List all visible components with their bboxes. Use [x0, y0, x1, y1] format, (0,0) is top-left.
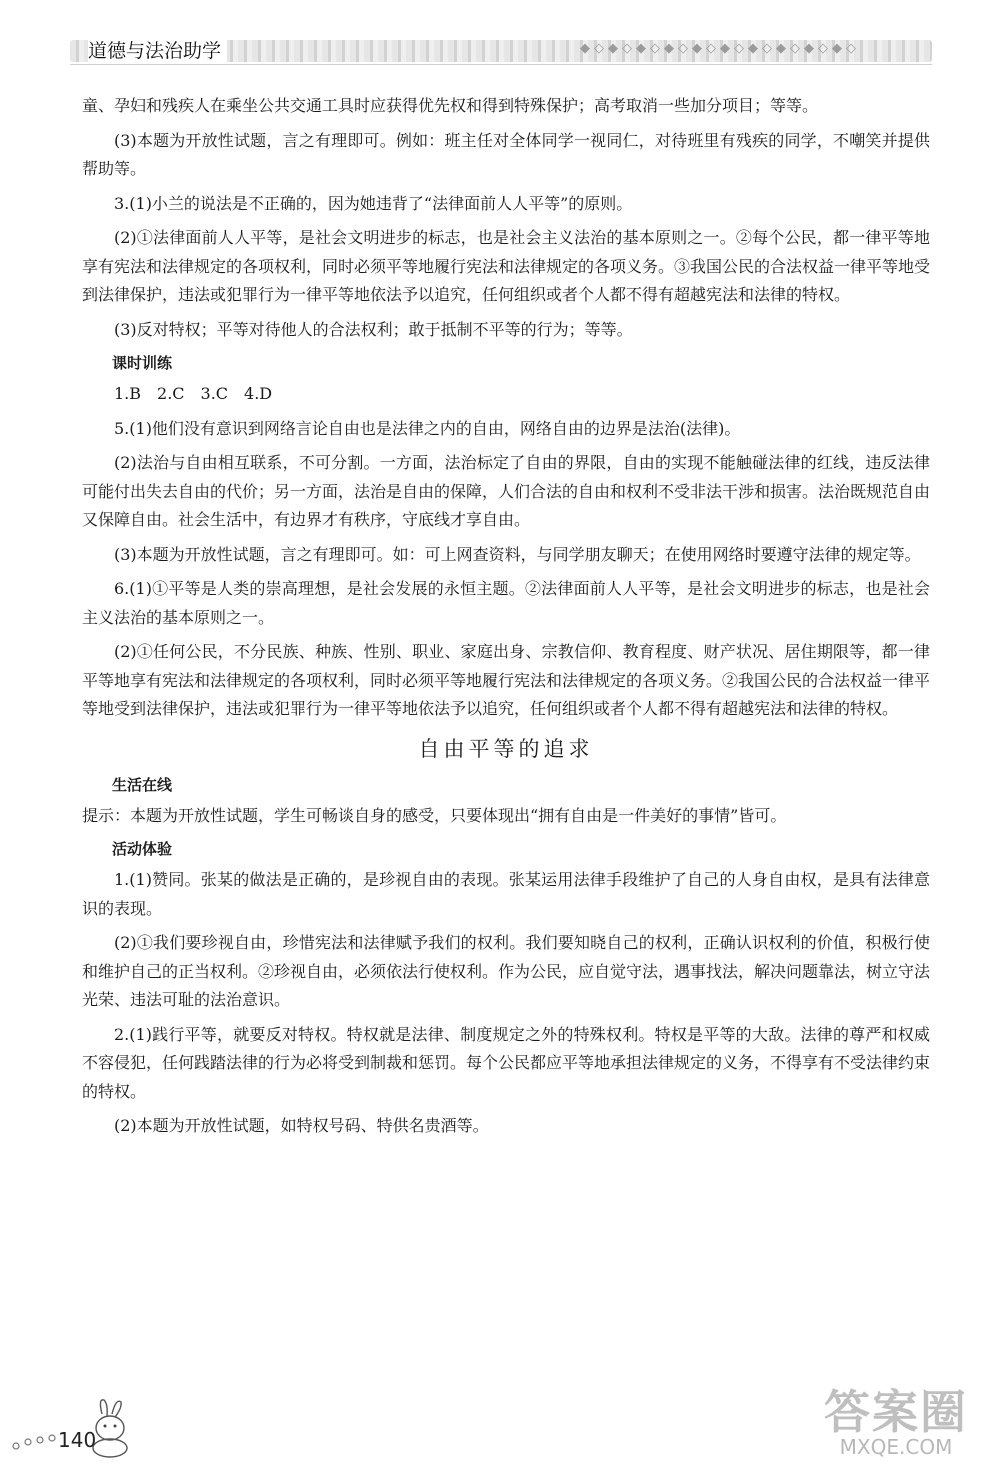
watermark-logo-text: 答案圈 — [824, 1385, 968, 1439]
paragraph: (2)①任何公民，不分民族、种族、性别、职业、家庭出身、宗教信仰、教育程度、财产状况、居住期限等，都一律平等地享有宪法和法律规定的各项权利，同时必须平等地履行宪法和法律规定的各项义务。②我国公民的合法权益一律平等地受到法律保护，违法或犯罪行为一律平等地依法予以追究，任何组织或者个人都不得有超越宪法和法律的特权。 — [82, 642, 931, 718]
paragraph: 提示：本题为开放性试题，学生可畅谈自身的感受，只要体现出“拥有自由是一件美好的事情”皆可。 — [82, 805, 787, 825]
paragraph: 3.(1)小兰的说法是不正确的，因为她违背了“法律面前人人平等”的原则。 — [114, 193, 633, 213]
paragraph: (3)反对特权；平等对待他人的合法权利；敢于抵制不平等的行为；等等。 — [114, 319, 633, 339]
watermark-site: MXQE.COM — [839, 1435, 953, 1459]
paragraph: (2)法治与自由相互联系，不可分割。一方面，法治标定了自由的界限，自由的实现不能触碰法律的红线，违反法律可能付出失去自由的代价；另一方面，法治是自由的保障，人们合法的自由和权利不受非法干涉和损害。法治既规范自由又保障自由。社会生活中，有边界才有秩序，守底线才享自由。 — [82, 453, 931, 529]
paragraph: 童、孕妇和残疾人在乘坐公共交通工具时应获得优先权和得到特殊保护；高考取消一些加分项目；等等。 — [82, 96, 819, 115]
paragraph: (3)本题为开放性试题，言之有理即可。如：可上网查资料，与同学朋友聊天；在使用网络时要遵守法律的规定等。 — [114, 544, 921, 564]
subheading-training: 课时训练 — [112, 354, 173, 372]
answer-content — [82, 92, 930, 1147]
paragraph: 6.(1)①平等是人类的崇高理想，是社会发展的永恒主题。②法律面前人人平等，是社会文明进步的标志，也是社会主义法治的基本原则之一。 — [82, 579, 930, 627]
header-divider — [70, 64, 932, 65]
paragraph: (2)①法律面前人人平等，是社会文明进步的标志，也是社会主义法治的基本原则之一。②每个公民，都一律平等地享有宪法和法律规定的各项权利，同时必须平等地履行宪法和法律规定的各项义务。③我国公民的合法权益一律平等地受到法律保护，违法或犯罪行为一律平等地依法予以追究，任何组织或者个人都不得有超越宪法和法律的特权。 — [82, 228, 931, 304]
section-title: 自由平等的追求 — [418, 736, 594, 761]
page-header — [0, 0, 1000, 62]
paragraph: 5.(1)他们没有意识到网络言论自由也是法律之内的自由，网络自由的边界是法治(法律)。 — [114, 418, 741, 438]
page-number: 140 — [58, 1428, 97, 1452]
multiple-choice-answers: 1.B 2.C 3.C 4.D — [114, 384, 273, 403]
paragraph: (2)①我们要珍视自由，珍惜宪法和法律赋予我们的权利。我们要知晓自己的权利，正确认识权利的价值，积极行使和维护自己的正当权利。②珍视自由，必须依法行使权利。作为公民，应自觉守法，遇事找法，解决问题靠法，树立守法光荣、违法可耻的法治意识。 — [82, 933, 931, 1009]
watermark-logo — [800, 1385, 992, 1464]
header-pattern: ◆◇◆◇◆◇◆◇◆◇◆◇◆◇◆◇◆◇◆◇ — [580, 41, 860, 56]
paragraph: 2.(1)践行平等，就要反对特权。特权就是法律、制度规定之外的特殊权利。特权是平等的大敌。法律的尊严和权威不容侵犯，任何践踏法律的行为必将受到制裁和惩罚。每个公民都应平等地承担法律规定的义务，不得享有不受法律约束的特权。 — [82, 1024, 931, 1101]
paragraph: 1.(1)赞同。张某的做法是正确的，是珍视自由的表现。张某运用法律手段维护了自己的人身自由权，是具有法律意识的表现。 — [82, 870, 930, 918]
paragraph: (3)本题为开放性试题，言之有理即可。例如：班主任对全体同学一视同仁，对待班里有残疾的同学，不嘲笑并提供帮助等。 — [82, 130, 930, 178]
book-title: 道德与法治助学 — [88, 36, 227, 63]
subheading-life: 生活在线 — [112, 775, 173, 794]
paragraph: (2)本题为开放性试题，如特权号码、特供名贵酒等。 — [114, 1116, 489, 1135]
subheading-activity: 活动体验 — [112, 840, 173, 858]
